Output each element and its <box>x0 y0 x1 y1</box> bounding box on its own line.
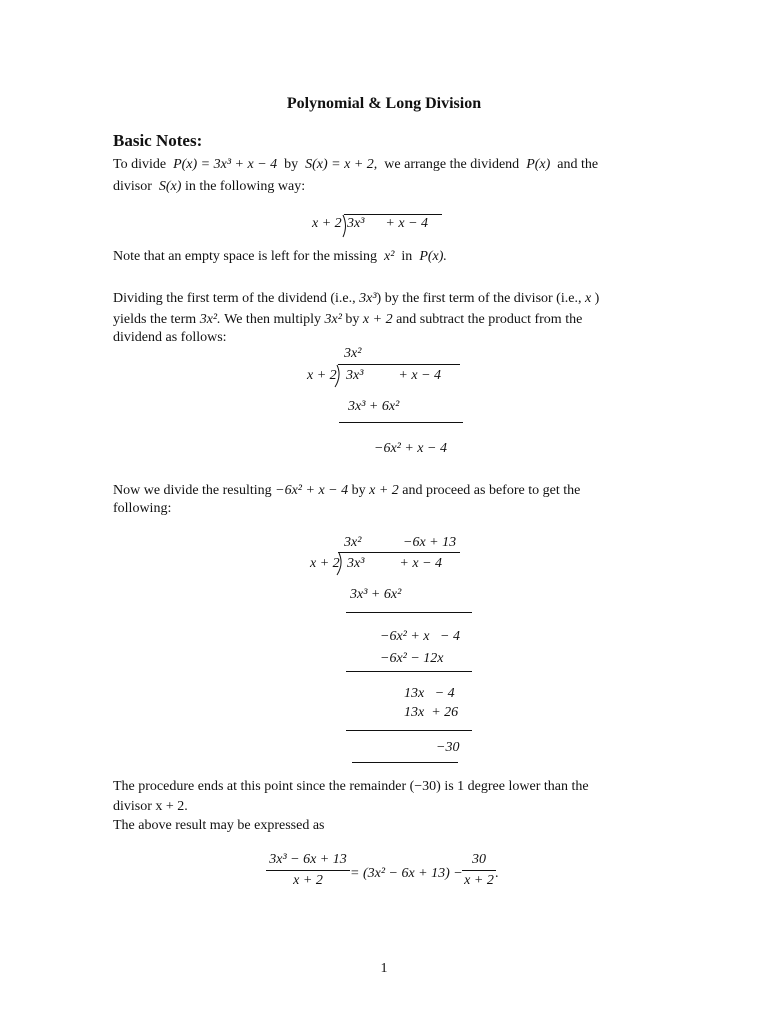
step2-line-2: following: <box>113 501 172 516</box>
div1-dividend: 3x³ + x − 4 <box>346 368 442 383</box>
div2-product-2: −6x² − 12x <box>380 651 444 666</box>
result-middle: = (3x² − 6x + 13) − <box>350 866 463 881</box>
div2-quotient-b: −6x + 13 <box>403 535 457 550</box>
div2-remainder-1: −6x² + x − 4 <box>380 629 460 644</box>
div2-quotient-a: 3x² <box>344 535 362 550</box>
div2-subtract-line-2 <box>346 671 472 672</box>
note-line: Note that an empty space is left for the missing x² in P(x). <box>113 249 447 264</box>
div1-divisor: x + 2 <box>307 368 337 383</box>
conclusion-line-3: The above result may be expressed as <box>113 818 325 833</box>
div2-dividend: 3x³ + x − 4 <box>347 556 443 571</box>
div2-product-1: 3x³ + 6x² <box>350 587 402 602</box>
intro-line-1: To divide P(x) = 3x³ + x − 4 by S(x) = x + 2, we arrange the dividend P(x) and the <box>113 157 599 172</box>
intro-line-2: divisor S(x) in the following way: <box>113 179 306 194</box>
page-title: Polynomial & Long Division <box>286 95 482 112</box>
result-fraction-2 <box>462 852 496 889</box>
setup-divisor: x + 2 <box>312 216 342 231</box>
div2-product-3: 13x + 26 <box>404 705 459 720</box>
div2-remainder-2: 13x − 4 <box>404 686 455 701</box>
step1-line-3: dividend as follows: <box>113 330 227 345</box>
result-denominator-2: x + 2 <box>462 870 496 889</box>
div1-quotient: 3x² <box>344 346 362 361</box>
div1-bracket <box>334 364 342 388</box>
div2-subtract-line-1 <box>346 612 472 613</box>
conclusion-line-1: The procedure ends at this point since the remainder (−30) is 1 degree lower than the <box>113 779 589 794</box>
result-fraction-1 <box>266 852 350 889</box>
div1-remainder: −6x² + x − 4 <box>374 441 447 456</box>
div2-divisor: x + 2 <box>310 556 340 571</box>
div1-product: 3x³ + 6x² <box>348 399 400 414</box>
div2-bar <box>338 552 460 553</box>
div1-bar <box>338 364 460 365</box>
step1-line-2: yields the term 3x². We then multiply 3x² by x + 2 and subtract the product from the <box>113 312 583 327</box>
section-heading: Basic Notes: <box>113 131 203 150</box>
div1-subtract-line <box>339 422 463 423</box>
setup-dividend: 3x³ + x − 4 <box>347 216 429 231</box>
result-numerator-1: 3x³ − 6x + 13 <box>269 852 347 867</box>
page-number: 1 <box>380 961 388 976</box>
step1-line-1: Dividing the first term of the dividend (i.e., 3x³) by the first term of the divisor (i.e., x ) <box>113 291 600 306</box>
result-denominator-1: x + 2 <box>266 870 350 889</box>
div2-subtract-line-3 <box>346 730 472 731</box>
div2-underline <box>352 762 458 763</box>
div2-bracket <box>336 552 344 576</box>
conclusion-line-2: divisor x + 2. <box>113 799 188 814</box>
div2-final-remainder: −30 <box>436 740 460 755</box>
setup-bar <box>344 214 442 215</box>
result-numerator-2: 30 <box>472 852 486 867</box>
result-period: . <box>495 866 499 881</box>
step2-line-1: Now we divide the resulting −6x² + x − 4 by x + 2 and proceed as before to get the <box>113 483 581 498</box>
